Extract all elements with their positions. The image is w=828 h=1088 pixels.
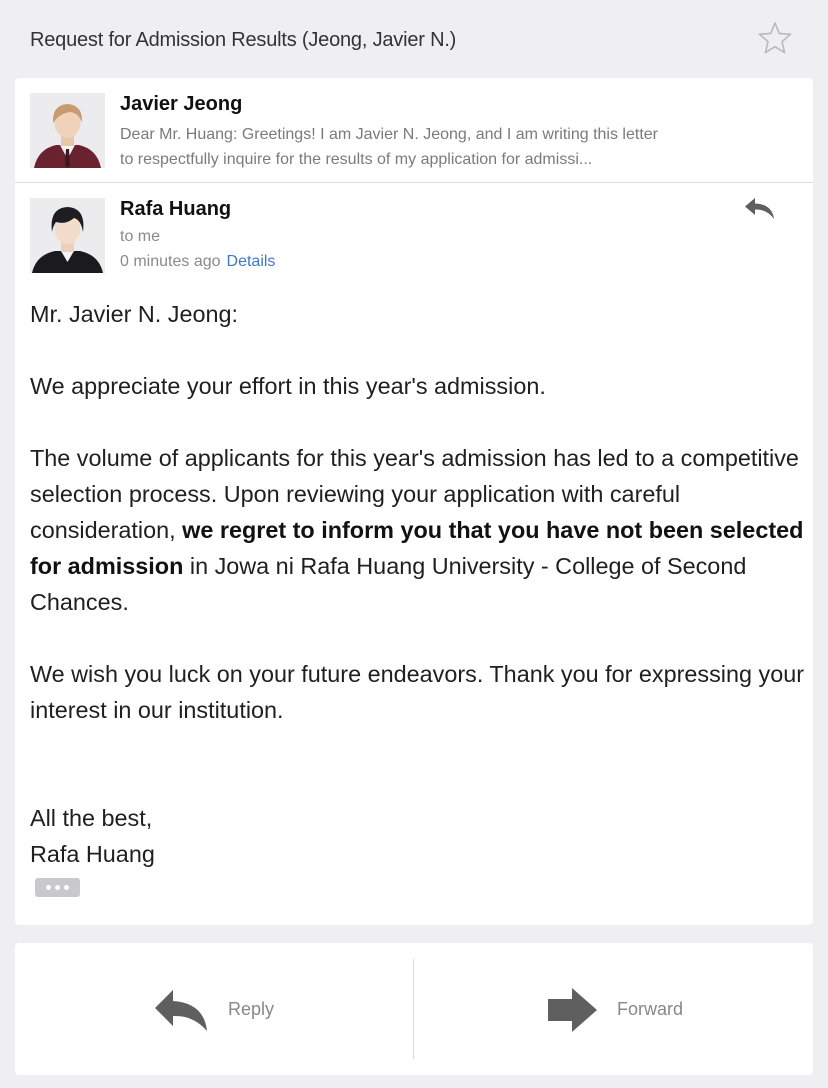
message-divider	[15, 182, 813, 183]
reply-arrow-icon	[153, 987, 209, 1033]
timestamp	[120, 253, 275, 271]
forward-label: Forward	[617, 999, 684, 1019]
email-subject: Request for Admission Results (Jeong, Javier N.)	[30, 29, 457, 51]
subject-bar	[0, 0, 828, 78]
forward-arrow-icon	[546, 987, 602, 1033]
action-bar	[15, 943, 813, 1075]
message-snippet	[120, 122, 720, 172]
body-paragraph	[30, 440, 805, 620]
body-emphasis: we regret to inform you that you have not been selected for admission	[30, 517, 804, 579]
snippet-line: to respectfully inquire for the results of my application for admissi...	[120, 151, 593, 168]
reply-button[interactable]	[15, 943, 413, 1075]
sender-name: Rafa Huang	[120, 198, 232, 220]
ellipsis-icon	[46, 885, 51, 890]
avatar-rafa	[30, 198, 105, 273]
thread-card	[15, 78, 813, 925]
message-body	[30, 296, 805, 872]
reply-label: Reply	[228, 999, 275, 1019]
star-icon[interactable]	[757, 20, 793, 56]
ellipsis-icon	[55, 885, 60, 890]
recipient-label: to me	[120, 228, 161, 245]
forward-button[interactable]	[414, 943, 812, 1075]
body-paragraph: We wish you luck on your future endeavors. Thank you for expressing your interest in our institution.	[30, 661, 805, 723]
body-text: in Jowa ni Rafa Huang University - College of Second Chances.	[30, 553, 747, 615]
signature: Rafa Huang	[30, 841, 155, 867]
timestamp-text: 0 minutes ago	[120, 253, 221, 270]
reply-icon[interactable]	[743, 194, 777, 222]
avatar-javier	[30, 93, 105, 168]
sender-name: Javier Jeong	[120, 93, 243, 115]
ellipsis-icon	[64, 885, 69, 890]
details-link[interactable]: Details	[226, 253, 276, 270]
body-paragraph: We appreciate your effort in this year's admission.	[30, 373, 546, 399]
body-text: The volume of applicants for this year's admission has led to a competitive selection process. Upon reviewing your application with careful consideration,	[30, 445, 799, 543]
snippet-line: Dear Mr. Huang: Greetings! I am Javier N. Jeong, and I am writing this letter	[120, 126, 658, 143]
salutation: Mr. Javier N. Jeong:	[30, 301, 238, 327]
show-quoted-button[interactable]	[35, 878, 80, 897]
closing: All the best,	[30, 805, 153, 831]
